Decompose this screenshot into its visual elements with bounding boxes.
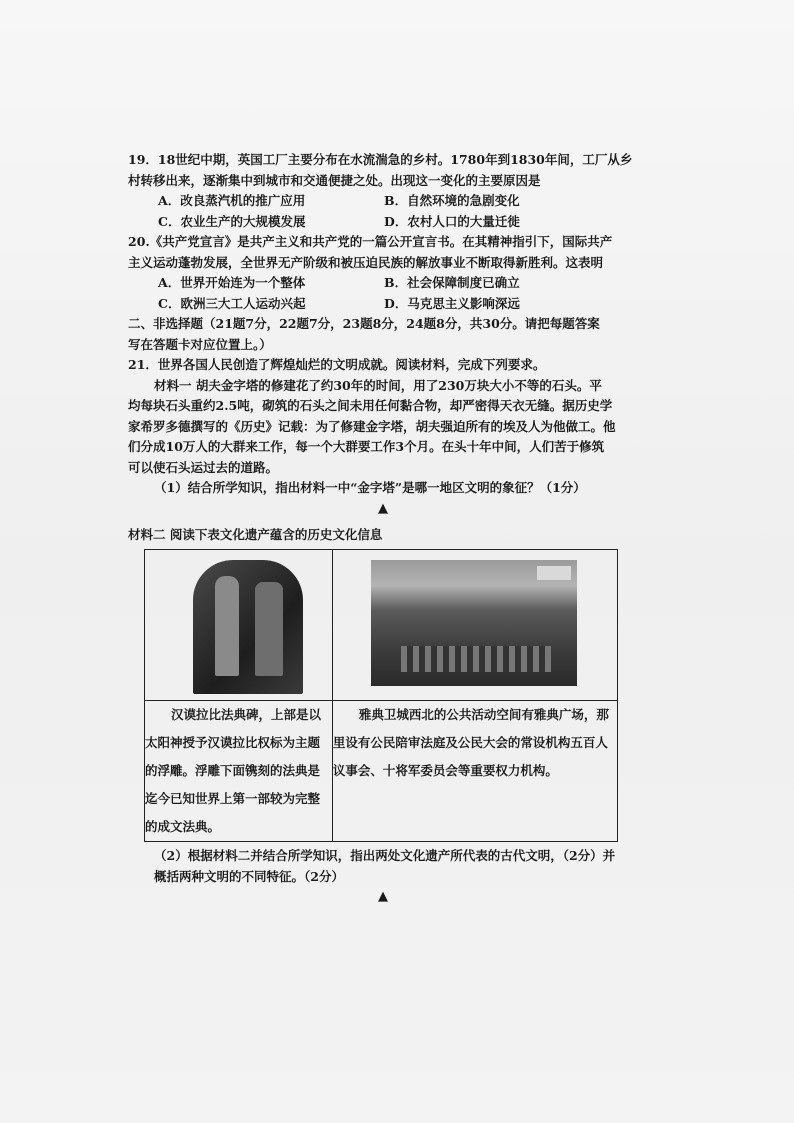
heritage-text-cell-b: 雅典卫城西北的公共活动空间有雅典广场，那里设有公民陪审法庭及公民大会的常设机构五百人议事会、十将军委员会等重要权力机构。	[332, 701, 617, 842]
athens-acropolis-image	[371, 560, 577, 686]
q21-material1-line1: 材料一 胡夫金字塔的修建花了约30年的时间，用了230万块大小不等的石头。平	[154, 377, 602, 393]
exam-page	[128, 150, 633, 907]
heritage-text-cell-a: 汉谟拉比法典碑，上部是以太阳神授予汉谟拉比权标为主题的浮雕。浮雕下面镌刻的法典是迄今已知世界上第一部较为完整的成文法典。	[145, 701, 333, 842]
q19-option-b: B．自然环境的急剧变化	[384, 193, 520, 208]
q21-material2-title: 材料二 阅读下表文化遗产蕴含的历史文化信息	[128, 526, 383, 542]
heritage-image-cell-a	[145, 550, 333, 701]
q21-material1-line2: 均每块石头重约2.5吨，砌筑的石头之间未用任何黏合物，却严密得天衣无缝。据历史学	[128, 398, 613, 413]
q20-option-b: B．社会保障制度已确立	[384, 275, 520, 290]
q21-material1-line3: 家希罗多德撰写的《历史》记载：为了修建金字塔，胡夫强迫所有的埃及人为他做工。他	[128, 418, 616, 434]
q21-material1-line4: 们分成10万人的大群来工作，每一个大群要工作3个月。在头十年中间，人们苦于修筑	[128, 439, 605, 454]
q20-option-c: C．欧洲三大工人运动兴起	[158, 295, 306, 311]
q19-options-row1	[128, 191, 628, 212]
q20-option-a: A．世界开始连为一个整体	[158, 275, 306, 290]
q19-option-a: A．改良蒸汽机的推广应用	[158, 193, 306, 208]
q19-option-c: C．农业生产的大规模发展	[158, 213, 306, 229]
q21-subquestion2-line2: 概括两种文明的不同特征。（2分）	[154, 868, 344, 884]
q19-stem-line1: 19．18世纪中期，英国工厂主要分布在水流湍急的乡村。1780年到1830年间，工厂从乡	[128, 152, 633, 167]
heritage-table	[144, 549, 618, 842]
q20-options-row2	[128, 294, 628, 315]
q21-material1-line5: 可以使石头运过去的道路。	[128, 459, 279, 475]
q19-options-row2	[128, 212, 628, 233]
q21-subquestion2-line1: （2）根据材料二并结合所学知识，指出两处文化遗产所代表的古代文明，（2分）并	[154, 848, 616, 863]
answer-marker-triangle-2: ▲	[378, 889, 388, 904]
q21-stem: 21．世界各国人民创造了辉煌灿烂的文明成就。阅读材料，完成下列要求。	[128, 357, 546, 372]
q19-stem-line2: 村转移出来，逐渐集中到城市和交通便捷之处。出现这一变化的主要原因是	[128, 172, 541, 188]
q20-stem-line1: 20.《共产党宣言》是共产主义和共产党的一篇公开宣言书。在其精神指引下，国际共产	[128, 234, 613, 249]
q20-option-d: D．马克思主义影响深远	[384, 295, 520, 311]
answer-marker-triangle: ▲	[378, 500, 388, 516]
q21-subquestion1: （1）结合所学知识，指出材料一中“金字塔”是哪一地区文明的象征？（1分）	[154, 480, 586, 495]
q19-option-d: D．农村人口的大量迁徙	[384, 213, 520, 229]
hammurabi-stele-image	[193, 560, 303, 694]
heritage-image-cell-b	[332, 550, 617, 701]
q20-options-row1	[128, 273, 628, 294]
section2-heading-cont: 写在答题卡对应位置上。）	[128, 336, 272, 352]
section2-heading: 二、非选择题（21题7分，22题7分，23题8分，24题8分，共30分。请把每题答案	[128, 316, 600, 331]
q20-stem-line2: 主义运动蓬勃发展，全世界无产阶级和被压迫民族的解放事业不断取得新胜利。这表明	[128, 254, 604, 270]
